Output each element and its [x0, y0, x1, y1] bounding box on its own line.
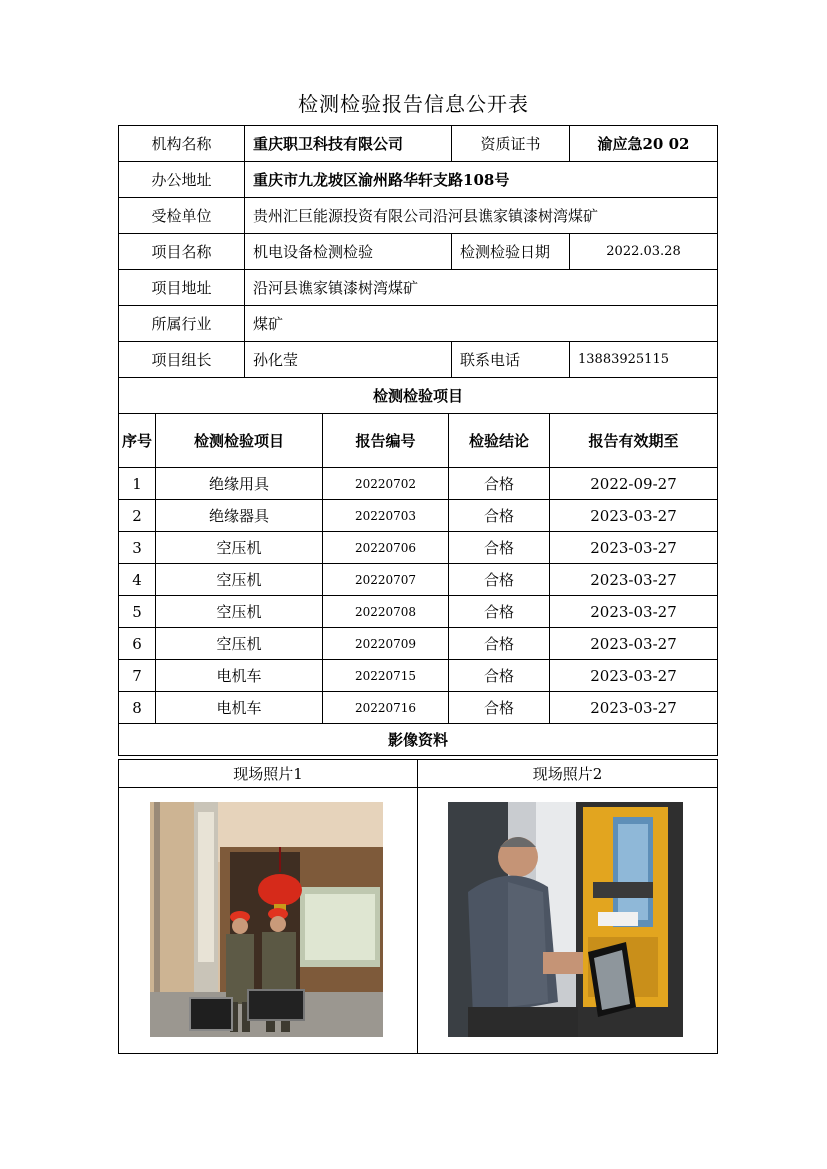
- addr-label: 办公地址: [119, 162, 245, 198]
- info-table: [118, 125, 718, 414]
- project-label: 项目名称: [119, 234, 245, 270]
- project-value: 机电设备检测检验: [245, 234, 452, 270]
- photo2-label: 现场照片2: [418, 760, 718, 788]
- row-valid-until: 2023-03-27: [550, 564, 718, 596]
- row-item: 电机车: [156, 660, 323, 692]
- leader-label: 项目组长: [119, 342, 245, 378]
- header-seq: 序号: [119, 414, 156, 468]
- row-report-no: 20220703: [323, 500, 449, 532]
- row-report-no: 20220716: [323, 692, 449, 724]
- site-value: 沿河县谯家镇漆树湾煤矿: [245, 270, 718, 306]
- row-item: 电机车: [156, 692, 323, 724]
- row-item: 空压机: [156, 564, 323, 596]
- row-seq: 3: [119, 532, 156, 564]
- row-item: 空压机: [156, 532, 323, 564]
- header-report-no: 报告编号: [323, 414, 449, 468]
- page-title: 检测检验报告信息公开表: [298, 92, 529, 116]
- photo1-label: 现场照片1: [119, 760, 418, 788]
- row-item: 空压机: [156, 596, 323, 628]
- row-item: 绝缘用具: [156, 468, 323, 500]
- row-seq: 2: [119, 500, 156, 532]
- row-seq: 7: [119, 660, 156, 692]
- addr-value: 重庆市九龙坡区渝州路华轩支路108号: [245, 162, 718, 198]
- row-valid-until: 2022-09-27: [550, 468, 718, 500]
- row-conclusion: 合格: [449, 596, 550, 628]
- row-seq: 4: [119, 564, 156, 596]
- row-report-no: 20220709: [323, 628, 449, 660]
- row-conclusion: 合格: [449, 564, 550, 596]
- table-row: [119, 500, 718, 532]
- leader-value: 孙化莹: [245, 342, 452, 378]
- table-row: [119, 660, 718, 692]
- row-report-no: 20220715: [323, 660, 449, 692]
- date-value: 2022.03.28: [570, 234, 718, 270]
- site-label: 项目地址: [119, 270, 245, 306]
- org-value: 重庆职卫科技有限公司: [245, 126, 452, 162]
- phone-label: 联系电话: [452, 342, 570, 378]
- table-row: [119, 628, 718, 660]
- table-row: [119, 532, 718, 564]
- items-section-title: 检测检验项目: [119, 378, 718, 414]
- row-report-no: 20220702: [323, 468, 449, 500]
- row-valid-until: 2023-03-27: [550, 596, 718, 628]
- phone-value: 13883925115: [570, 342, 718, 378]
- row-valid-until: 2023-03-27: [550, 500, 718, 532]
- row-report-no: 20220707: [323, 564, 449, 596]
- cert-value: 渝应急20 02: [570, 126, 718, 162]
- row-valid-until: 2023-03-27: [550, 532, 718, 564]
- site-photo-1-image: [150, 802, 383, 1037]
- client-value: 贵州汇巨能源投资有限公司沿河县谯家镇漆树湾煤矿: [245, 198, 718, 234]
- cert-label: 资质证书: [452, 126, 570, 162]
- row-valid-until: 2023-03-27: [550, 628, 718, 660]
- table-row: [119, 564, 718, 596]
- header-item: 检测检验项目: [156, 414, 323, 468]
- table-row: [119, 692, 718, 724]
- header-conclusion: 检验结论: [449, 414, 550, 468]
- row-seq: 1: [119, 468, 156, 500]
- org-label: 机构名称: [119, 126, 245, 162]
- row-conclusion: 合格: [449, 500, 550, 532]
- row-valid-until: 2023-03-27: [550, 660, 718, 692]
- date-label: 检测检验日期: [452, 234, 570, 270]
- row-report-no: 20220708: [323, 596, 449, 628]
- row-seq: 6: [119, 628, 156, 660]
- table-row: [119, 596, 718, 628]
- row-conclusion: 合格: [449, 692, 550, 724]
- row-seq: 5: [119, 596, 156, 628]
- row-conclusion: 合格: [449, 660, 550, 692]
- row-item: 绝缘器具: [156, 500, 323, 532]
- row-conclusion: 合格: [449, 468, 550, 500]
- row-report-no: 20220706: [323, 532, 449, 564]
- header-valid-until: 报告有效期至: [550, 414, 718, 468]
- site-photo-1: [150, 802, 383, 1037]
- industry-value: 煤矿: [245, 306, 718, 342]
- photos-section-title: 影像资料: [119, 724, 718, 756]
- row-conclusion: 合格: [449, 532, 550, 564]
- row-seq: 8: [119, 692, 156, 724]
- site-photo-2-image: [448, 802, 683, 1037]
- industry-label: 所属行业: [119, 306, 245, 342]
- client-label: 受检单位: [119, 198, 245, 234]
- items-table: [118, 413, 718, 756]
- row-valid-until: 2023-03-27: [550, 692, 718, 724]
- table-row: [119, 468, 718, 500]
- site-photo-2: [448, 802, 683, 1037]
- row-conclusion: 合格: [449, 628, 550, 660]
- row-item: 空压机: [156, 628, 323, 660]
